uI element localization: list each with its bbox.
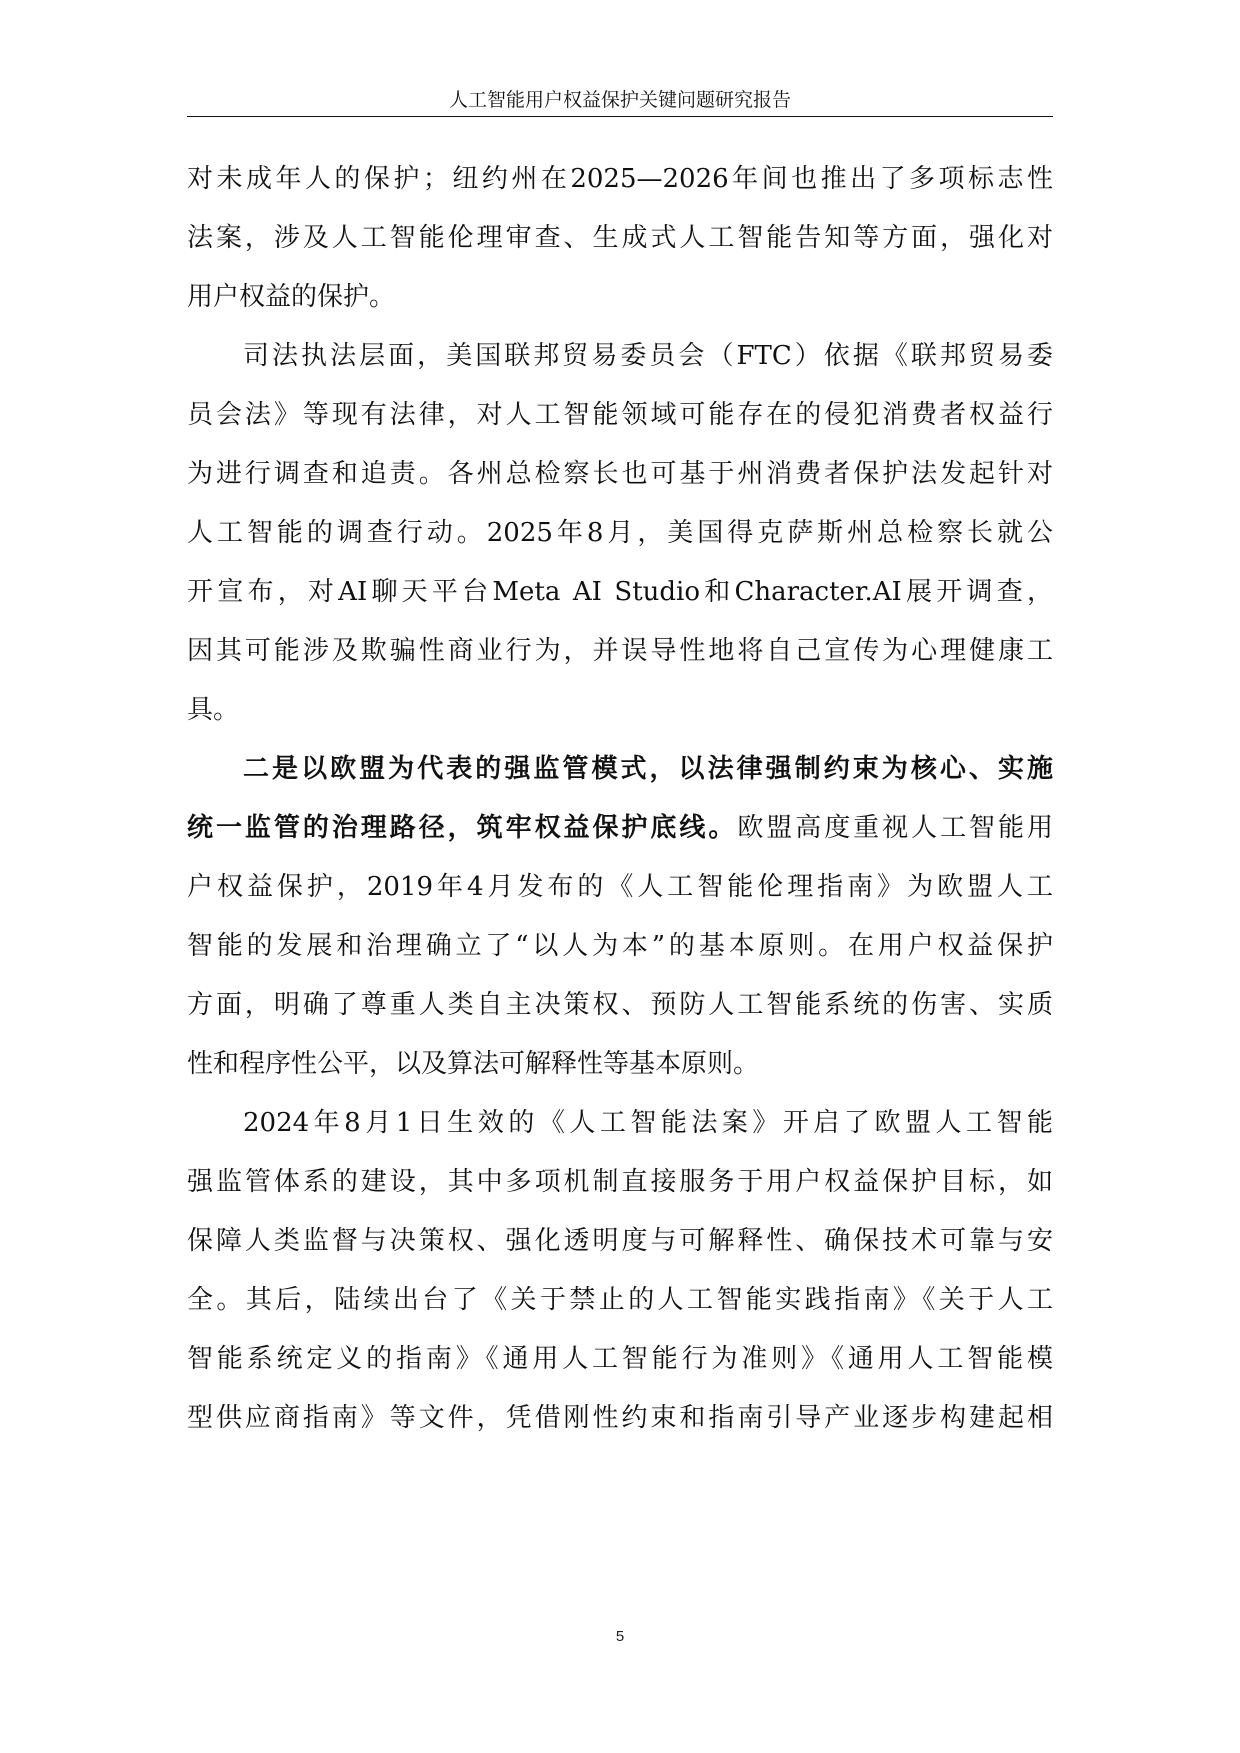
paragraph-4-line-2: 强监管体系的建设，其中多项机制直接服务于用户权益保护目标，如 — [187, 1167, 1053, 1197]
body-text — [187, 150, 1053, 1448]
paragraph-2-line-6: 因其可能涉及欺骗性商业行为，并误导性地将自己宣传为心理健康工 — [187, 636, 1053, 666]
paragraph-4-line-6: 型供应商指南》等文件，凭借刚性约束和指南引导产业逐步构建起相 — [187, 1403, 1053, 1433]
header-divider — [187, 116, 1053, 117]
paragraph-3-bold-line-2: 统一监管的治理路径，筑牢权益保护底线。 — [187, 813, 738, 843]
paragraph-3-line-4: 智能的发展和治理确立了“以人为本”的基本原则。在用户权益保护 — [187, 931, 1053, 961]
paragraph-3-line-2 — [187, 799, 1053, 858]
page-number: 5 — [615, 1628, 625, 1645]
paragraph-3-bold-line-1: 二是以欧盟为代表的强监管模式，以法律强制约束为核心、实施 — [243, 754, 1053, 784]
paragraph-4-line-5: 智能系统定义的指南》《通用人工智能行为准则》《通用人工智能模 — [187, 1344, 1053, 1374]
paragraph-2-line-1: 司法执法层面，美国联邦贸易委员会（FTC）依据《联邦贸易委 — [243, 341, 1053, 371]
paragraph-3-line-2-rest: 欧盟高度重视人工智能用 — [737, 813, 1053, 843]
paragraph-4-line-4: 全。其后，陆续出台了《关于禁止的人工智能实践指南》《关于人工 — [187, 1285, 1053, 1315]
paragraph-4-line-3: 保障人类监督与决策权、强化透明度与可解释性、确保技术可靠与安 — [187, 1226, 1053, 1256]
paragraph-1-line-1: 对未成年人的保护；纽约州在2025—2026年间也推出了多项标志性 — [187, 164, 1053, 194]
paragraph-2-line-2: 员会法》等现有法律，对人工智能领域可能存在的侵犯消费者权益行 — [187, 400, 1053, 430]
paragraph-2-line-5: 开宣布，对AI聊天平台Meta AI Studio和Character.AI展开调查， — [187, 577, 1053, 607]
paragraph-3-line-6: 性和程序性公平，以及算法可解释性等基本原则。 — [187, 1049, 760, 1079]
paragraph-2-line-7: 具。 — [187, 695, 240, 725]
paragraph-3-line-3: 户权益保护，2019年4月发布的《人工智能伦理指南》为欧盟人工 — [187, 872, 1053, 902]
paragraph-3-line-5: 方面，明确了尊重人类自主决策权、预防人工智能系统的伤害、实质 — [187, 990, 1053, 1020]
paragraph-1-line-2: 法案，涉及人工智能伦理审查、生成式人工智能告知等方面，强化对 — [187, 223, 1053, 253]
paragraph-2-line-4: 人工智能的调查行动。2025年8月，美国得克萨斯州总检察长就公 — [187, 518, 1053, 548]
paragraph-2-line-3: 为进行调查和追责。各州总检察长也可基于州消费者保护法发起针对 — [187, 459, 1053, 489]
paragraph-4-line-1: 2024年8月1日生效的《人工智能法案》开启了欧盟人工智能 — [243, 1108, 1053, 1138]
running-header: 人工智能用户权益保护关键问题研究报告 — [448, 89, 791, 111]
paragraph-1-line-3: 用户权益的保护。 — [187, 282, 396, 312]
